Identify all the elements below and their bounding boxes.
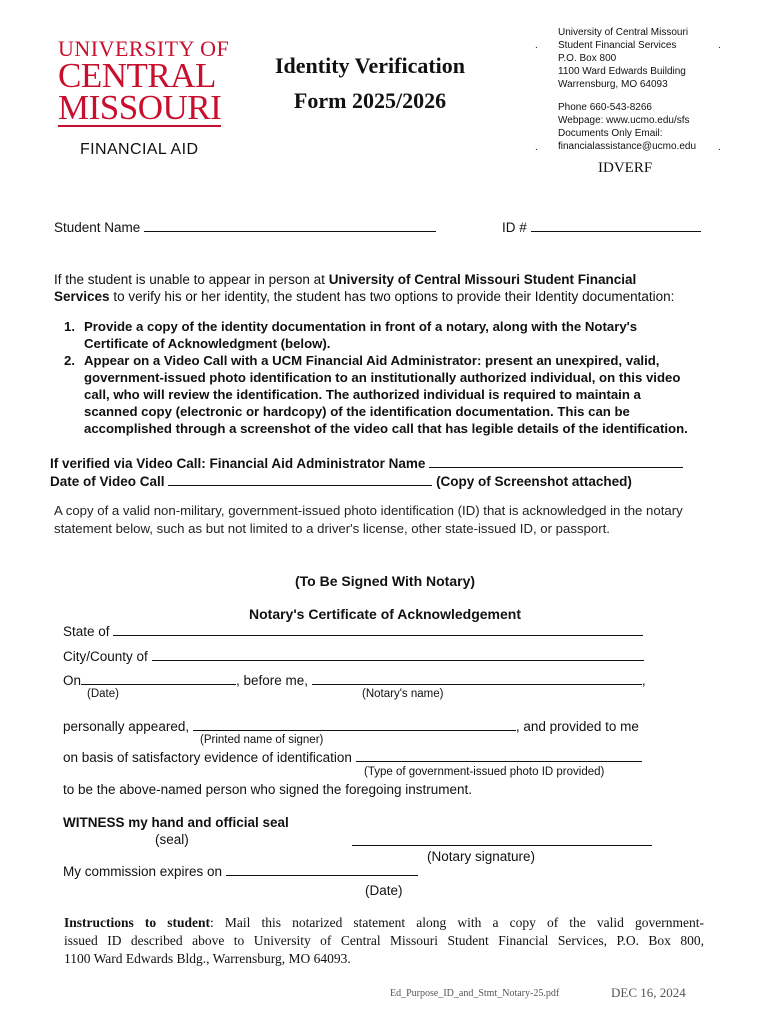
form-title-line2: Form 2025/2026: [293, 88, 447, 113]
address-line: Student Financial Services: [558, 40, 677, 51]
webpage: Webpage: www.ucmo.edu/sfs: [558, 115, 690, 126]
on-date-row: On , before me, ,: [63, 673, 646, 688]
student-id-field[interactable]: [531, 219, 701, 232]
corner-dot: .: [535, 40, 538, 51]
student-name-field[interactable]: [144, 219, 436, 232]
printed-name-caption: (Printed name of signer): [200, 734, 324, 746]
intro-text: If the student is unable to appear in person at: [54, 272, 329, 287]
logo-financial-aid: FINANCIAL AID: [80, 141, 199, 158]
student-name-label: Student Name: [54, 220, 141, 235]
ucm-logo: [58, 38, 233, 159]
date-caption: (Date): [87, 688, 119, 700]
screenshot-note: (Copy of Screenshot attached): [436, 474, 632, 489]
notary-name-caption: (Notary's name): [362, 688, 444, 700]
notary-signature-caption: (Notary signature): [427, 849, 536, 864]
corner-dot: .: [718, 142, 721, 153]
office-address: [558, 26, 696, 153]
student-name-row: [54, 219, 436, 236]
commission-date-field[interactable]: [226, 863, 418, 876]
address-line: 1100 Ward Edwards Building: [558, 66, 686, 77]
revision-date: DEC 16, 2024: [611, 985, 686, 1000]
id-type-field[interactable]: [356, 749, 642, 762]
county-field[interactable]: [152, 648, 644, 661]
video-date-row: [50, 473, 632, 490]
phone: Phone 660-543-8266: [558, 102, 652, 113]
notary-date-field[interactable]: [81, 672, 236, 685]
student-id-row: [502, 219, 701, 236]
signer-name-field[interactable]: [193, 718, 516, 731]
notary-name-field[interactable]: [312, 672, 642, 685]
witness-heading: WITNESS my hand and official seal: [63, 815, 289, 830]
commission-row: My commission expires on: [63, 863, 418, 879]
county-row: City/County of: [63, 648, 644, 664]
address-line: University of Central Missouri: [558, 27, 689, 38]
corner-dot: .: [718, 40, 721, 51]
signed-with-notary-note: (To Be Signed With Notary): [294, 573, 476, 589]
instructions-label: Instructions to student: [64, 915, 210, 930]
logo-central: CENTRAL: [58, 56, 216, 95]
seal-label: (seal): [155, 832, 189, 847]
video-date-label: Date of Video Call: [50, 474, 165, 489]
form-code: IDVERF: [598, 160, 653, 176]
address-line: P.O. Box 800: [558, 53, 617, 64]
corner-dot: .: [535, 142, 538, 153]
state-field[interactable]: [113, 623, 643, 636]
option-item: 1. Provide a copy of the identity documentation in front of a notary, along with the Notary's Certificate of Acknowledgment (below).: [64, 319, 638, 351]
evidence-row: on basis of satisfactory evidence of identification: [63, 749, 642, 765]
video-admin-field[interactable]: [429, 455, 683, 468]
instructions-paragraph: Instructions to student: Mail this notarized statement along with a copy of the valid government- issued ID described above to University of Central Missouri Student Financial Services, P.O. Box 800, 1100 Ward Edwards Bldg., Warrensburg, MO 64093.: [64, 915, 704, 966]
intro-bold: Services: [54, 289, 110, 304]
state-row: State of: [63, 623, 643, 639]
id-type-caption: (Type of government-issued photo ID provided): [364, 766, 605, 778]
logo-missouri: MISSOURI: [58, 88, 222, 127]
intro-text: to verify his or her identity, the student has two options to provide their Identity documentation:: [109, 289, 675, 304]
intro-bold: University of Central Missouri Student Financial: [328, 272, 637, 287]
form-title-line1: Identity Verification: [274, 53, 466, 78]
video-date-field[interactable]: [168, 473, 432, 486]
notary-certificate-title: Notary's Certificate of Acknowledgement: [249, 606, 521, 622]
id-paragraph: A copy of a valid non-military, government-issued photo identification (ID) that is acknowledged in the notary statement below, such as but not limited to a driver's license, other state-issued ID, or passport.: [54, 503, 683, 536]
student-id-label: ID #: [502, 220, 527, 235]
address-line: Warrensburg, MO 64093: [558, 79, 668, 90]
notary-signature-field[interactable]: [352, 833, 652, 846]
video-admin-label: If verified via Video Call: Financial Aid Administrator Name: [50, 456, 426, 471]
verification-options: [64, 318, 744, 437]
docs-email-label: Documents Only Email:: [558, 128, 663, 139]
intro-paragraph: [54, 271, 734, 305]
personally-appeared-row: personally appeared, , and provided to me: [63, 719, 639, 734]
option-item: 2. Appear on a Video Call with a UCM Financial Aid Administrator: present an unexpired, valid, government-issued photo identification to an institutionally authorized individual, on this video call, who will review the identification. The authorized individual is required to maintain a scanned copy (electronic or hardcopy) of the identification documentation. This can be accomplished through a screenshot of the video call that has legible details of the identification.: [64, 353, 688, 436]
video-admin-row: [50, 455, 683, 472]
commission-date-caption: (Date): [365, 883, 403, 898]
pdf-filename: Ed_Purpose_ID_and_Stmt_Notary-25.pdf: [390, 988, 560, 999]
logo-university-of: UNIVERSITY OF: [58, 36, 230, 61]
foregoing-statement: to be the above-named person who signed the foregoing instrument.: [63, 782, 473, 797]
docs-email: financialassistance@ucmo.edu: [558, 141, 697, 152]
